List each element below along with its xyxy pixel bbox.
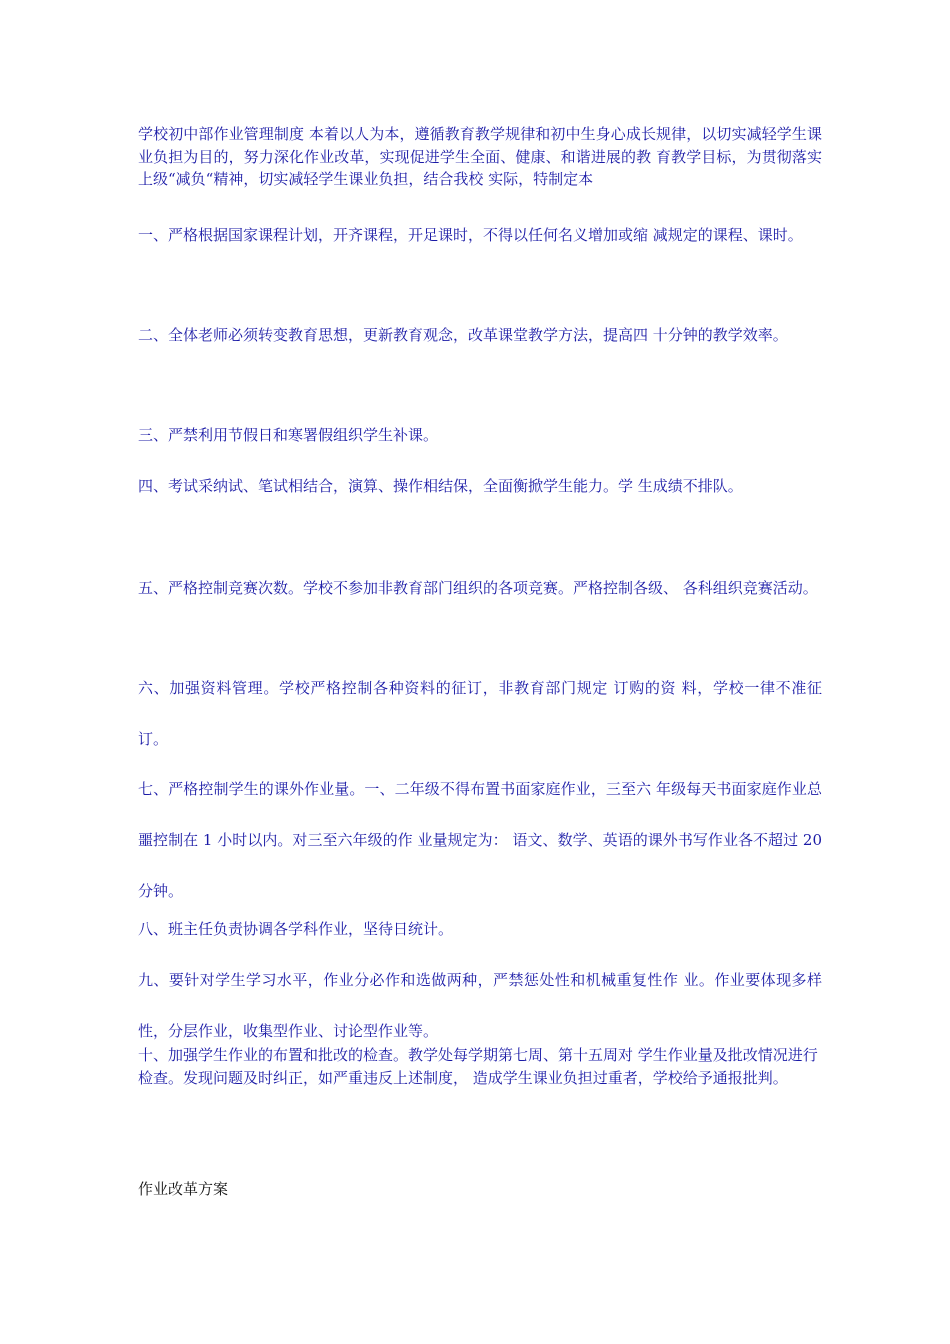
rule-item-4: 四、考试采纳试、笔试相结合，演算、操作相结保，全面衡掀学生能力。学 生成绩不排队。 (138, 477, 743, 495)
rule-item-9: 九、要针对学生学习水平，作业分必作和选做两种，严禁惩处性和机械重复性作 业。作业要体现多样性，分层作业，收集型作业、讨论型作业等。 (138, 971, 822, 1040)
rule-item-8: 八、班主任负责协调各学科作业，坚待日统计。 (138, 920, 454, 938)
rule-item-5: 五、严格控制竞赛次数。学校不参加非教育部门组织的各项竞赛。严格控制各级、 各科组织竞赛活动。 (138, 579, 818, 597)
rule-item-10: 十、加强学生作业的布置和批改的检查。教学处每学期第七周、第十五周对 学生作业量及批改情况进行检查。发现问题及时纠正，如严重违反上述制度， 造成学生课业负担过重者，学校给予通报批判。 (138, 1046, 818, 1087)
rule-item-6: 六、加强资料管理。学校严格控制各种资料的征订，非教育部门规定 订购的资 料，学校一律不准征订。 (138, 679, 822, 748)
rule-item-2: 二、全体老师必须转变教育思想，更新教育观念，改革课堂教学方法，提高四 十分钟的教学效率。 (138, 326, 788, 344)
intro-paragraph: 学校初中部作业管理制度 本着以人为本，遵循教育教学规律和初中生身心成长规律，以切实减轻学生课 业负担为目的，努力深化作业改革，实现促进学生全面、健康、和谐进展的教 育教学目标，为贯彻落实上级“减负“精神，切实减轻学生课业负担，结合我校 实际，特制定本 (138, 125, 822, 188)
rule-item-1: 一、严格根据国家课程计划，开齐课程，开足课时，不得以任何名义增加或缩 减规定的课程、课时。 (138, 226, 803, 244)
rule-item-3: 三、严禁利用节假日和寒署假组织学生补课。 (138, 426, 439, 444)
section-title: 作业改革方案 (138, 1180, 229, 1198)
rule-item-7: 七、严格控制学生的课外作业量。一、二年级不得布置书面家庭作业，三至六 年级每天书面家庭作业总噩控制在 1 小时以内。对三至六年级的作 业量规定为： 语文、数学、英语的课外书写作业各不超过 20 分钟。 (138, 780, 822, 900)
